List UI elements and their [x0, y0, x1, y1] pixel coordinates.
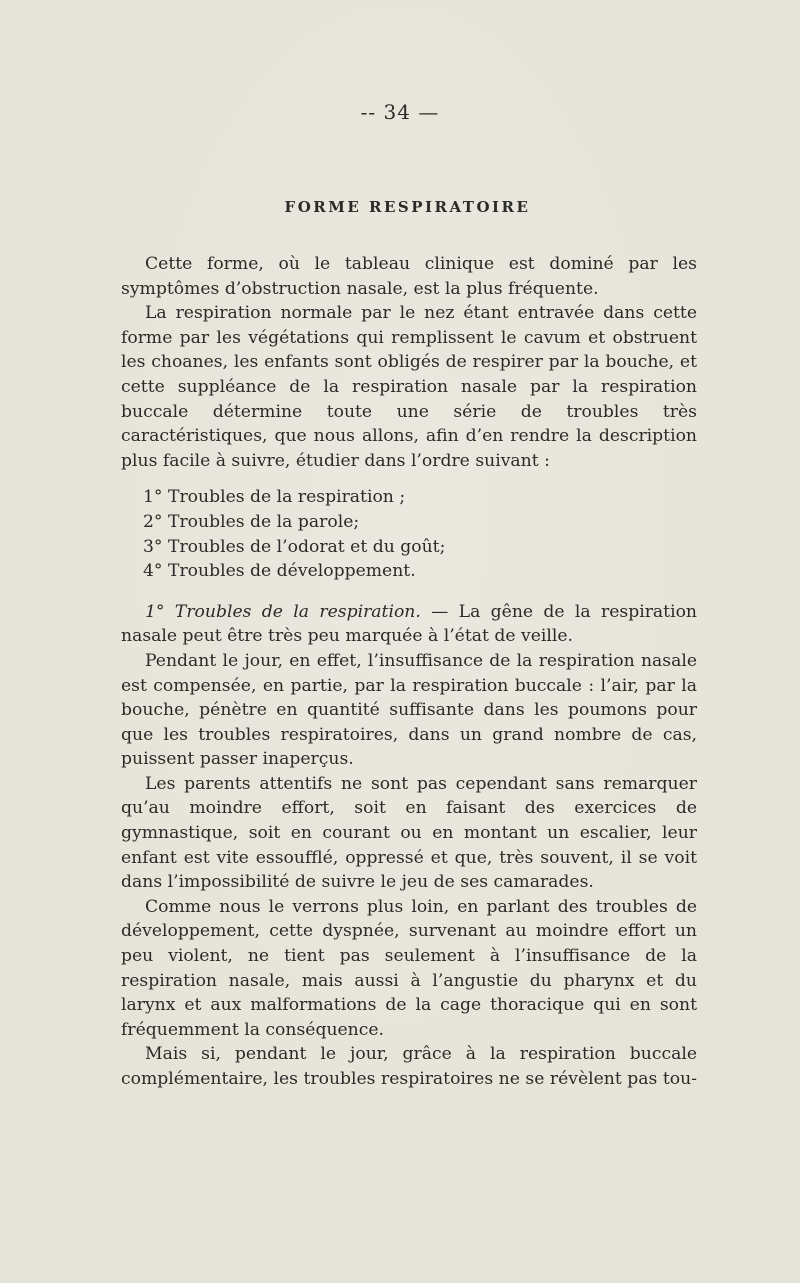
body-paragraph-3: Comme nous le verrons plus loin, en parlant des troubles de développement, cette dyspnée, survenant au moindre effort un peu violent, ne tient pas seulement à l’insuffisance de la respiration nasale, mais aussi à l’angustie du pharynx et du larynx et aux malformations de la cage thoracique qui en sont fréquemment la conséquence.: [121, 896, 697, 1040]
list-item: 1° Troubles de la respiration ;: [143, 487, 406, 508]
subsection-title: 1° Troubles de la respiration.: [145, 601, 421, 622]
page-number: -- 34 —: [360, 100, 440, 124]
list-item: 4° Troubles de développement.: [143, 561, 416, 582]
subsection-lead: — La gêne de la respiration nasale peut être très peu marquée à l’état de veille.: [121, 601, 697, 647]
body-text: [121, 252, 697, 1092]
body-paragraph-4: Mais si, pendant le jour, grâce à la respiration buccale complémentaire, les troubles respiratoires ne se révèlent pas tou-: [121, 1044, 697, 1089]
intro-paragraph-2: La respiration normale par le nez étant entravée dans cette forme par les végétations qui remplissent le cavum et obstruent les choanes, les enfants sont obligés de respirer par la bouche, et cette suppléance de la respiration nasale par la respiration buccale détermine toute une série de troubles très caractéristiques, que nous allons, afin d’en rendre la description plus facile à suivre, étudier dans l’ordre suivant :: [121, 303, 697, 471]
body-paragraph-2: Les parents attentifs ne sont pas cependant sans remarquer qu’au moindre effort, soit en faisant des exercices de gymnastique, soit en courant ou en montant un escalier, leur enfant est vite essoufflé, oppressé et que, très souvent, il se voit dans l’impossibilité de suivre le jeu de ses camarades.: [121, 773, 697, 893]
section-title: FORME RESPIRATOIRE: [284, 198, 531, 216]
body-paragraph-1: Pendant le jour, en effet, l’insuffisance de la respiration nasale est compensée, en partie, par la respiration buccale : l’air, par la bouche, pénètre en quantité suffisante dans les poumons pour que les troubles respiratoires, dans un grand nombre de cas, puissent passer inaperçus.: [121, 650, 697, 770]
list-item: 2° Troubles de la parole;: [143, 511, 360, 532]
subsection-paragraph: [121, 600, 697, 649]
list-item: 3° Troubles de l’odorat et du goût;: [143, 536, 446, 557]
symptom-list: [121, 485, 697, 583]
intro-paragraph-1: Cette forme, où le tableau clinique est dominé par les symptômes d’obstruction nasale, est la plus fréquente.: [121, 254, 697, 299]
